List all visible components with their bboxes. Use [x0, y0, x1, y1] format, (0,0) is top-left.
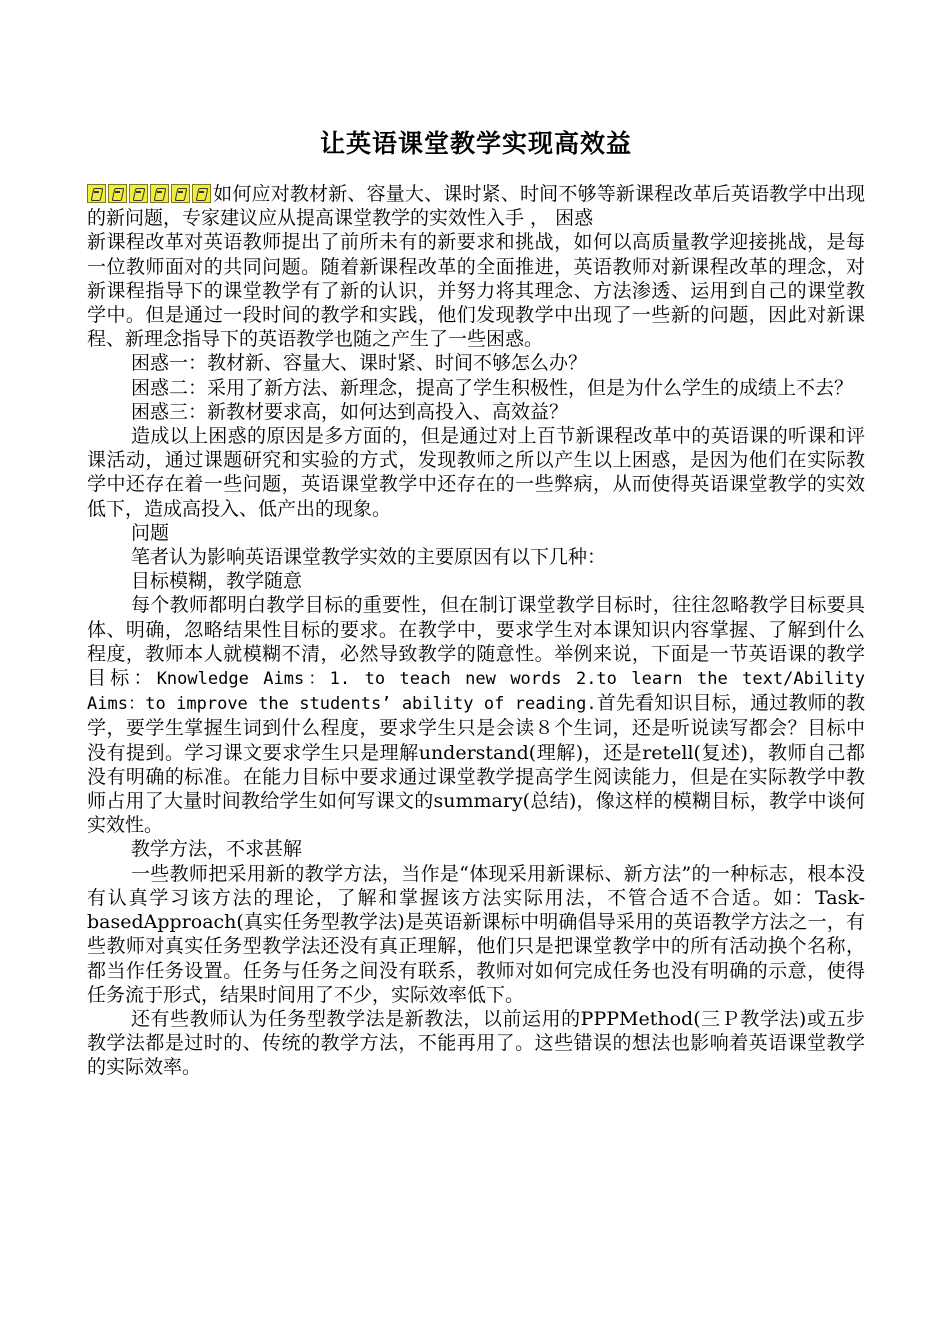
body-paragraph: 新课程改革对英语教师提出了前所未有的新要求和挑战，如何以高质量教学迎接挑战，是每一位教师面对的共同问题。随着新课程改革的全面推进，英语教师对新课程改革的理念，对新课程指导下的课堂教学有了新的认识，并努力将其理念、方法渗透、运用到自己的课堂教学中。但是通过一段时间的教学和实践，他们发现教学中出现了一些新的问题，因此对新课程、新理念指导下的英语教学也随之产生了一些困惑。 [87, 231, 865, 351]
attachment-icon[interactable] [87, 184, 106, 203]
attachment-icon[interactable] [192, 184, 211, 203]
attachment-icon[interactable] [108, 184, 127, 203]
body-paragraph: 还有些教师认为任务型教学法是新教法，以前运用的PPPMethod(三Ｐ教学法)或五步教学法都是过时的、传统的教学方法，不能再用了。这些错误的想法也影响着英语课堂教学的实际效率。 [87, 1007, 865, 1079]
confusion-three: 困惑三：新教材要求高，如何达到高投入、高效益？ [131, 400, 569, 423]
intro-text: 如何应对教材新、容量大、课时紧、时间不够等新课程改革后英语教学中出现的新问题，专家建议应从提高课堂教学的实效性入手 ， 困惑 [87, 183, 865, 230]
confusion-one: 困惑一：教材新、容量大、课时紧、时间不够怎么办？ [131, 352, 588, 375]
confusion-two: 困惑二：采用了新方法、新理念，提高了学生积极性，但是为什么学生的成绩上不去？ [131, 376, 854, 399]
document-title: 让英语课堂教学实现高效益 [319, 129, 632, 158]
body-paragraph: 造成以上困惑的原因是多方面的，但是通过对上百节新课程改革中的英语课的听课和评课活动，通过课题研究和实验的方式，发现教师之所以产生以上困惑，是因为他们在实际教学中还存在着一些问题，英语课堂教学中还存在的一些弊病，从而使得英语课堂教学的实效低下，造成高投入、低产出的现象。 [87, 425, 865, 520]
icon-row [87, 184, 211, 203]
section-heading: 教学方法，不求甚解 [131, 838, 303, 861]
intro-paragraph [87, 182, 865, 230]
body-paragraph: 一些教师把采用新的教学方法，当作是“体现采用新课标、新方法”的一种标志，根本没有认真学习该方法的理论，了解和掌握该方法实际用法，不管合适不合适。如：Task-basedApproach(真实任务型教学法)是英语新课标中明确倡导采用的英语教学方法之一，有些教师对真实任务型教学法还没有真正理解，他们只是把课堂教学中的所有活动换个名称，都当作任务设置。任务与任务之间没有联系，教师对如何完成任务也没有明确的示意，使得任务流于形式，结果时间用了不少，实际效率低下。 [87, 862, 865, 1006]
body-paragraph: 笔者认为影响英语课堂教学实效的主要原因有以下几种： [131, 546, 607, 569]
section-heading: 问题 [131, 521, 170, 544]
body-paragraph [87, 593, 865, 837]
section-heading: 目标模糊，教学随意 [131, 570, 303, 593]
document-page [87, 128, 865, 1080]
attachment-icon[interactable] [171, 184, 190, 203]
english-aims-text: Knowledge Aims：1. to teach new words 2.to learn the text/Ability Aims：to improve the students’ ability of reading. [87, 669, 865, 715]
attachment-icon[interactable] [150, 184, 169, 203]
paragraph-part: 首先看知识目标，通过教师的教学，要学生掌握生词到什么程度，要求学生只是会读８个生词，还是听说读写都会？目标中没有提到。学习课文要求学生只是理解understand(理解)，还是retell(复述)，教师自己都没有明确的标准。在能力目标中要求通过课堂教学提高学生阅读能力，但是在实际教学中教师占用了大量时间教给学生如何写课文的summary(总结)，像这样的模糊目标，教学中谈何实效性。 [87, 692, 865, 837]
paragraph-part: 每个教师都明白教学目标的重要性，但在制订课堂教学目标时，往往忽略教学目标要具体、明确，忽略结果性目标的要求。在教学中，要求学生对本课知识内容掌握、了解到什么程度，教师本人就模糊不清，必然导致教学的随意性。举例来说，下面是一节英语课的教学目标： [87, 594, 865, 690]
attachment-icon[interactable] [129, 184, 148, 203]
